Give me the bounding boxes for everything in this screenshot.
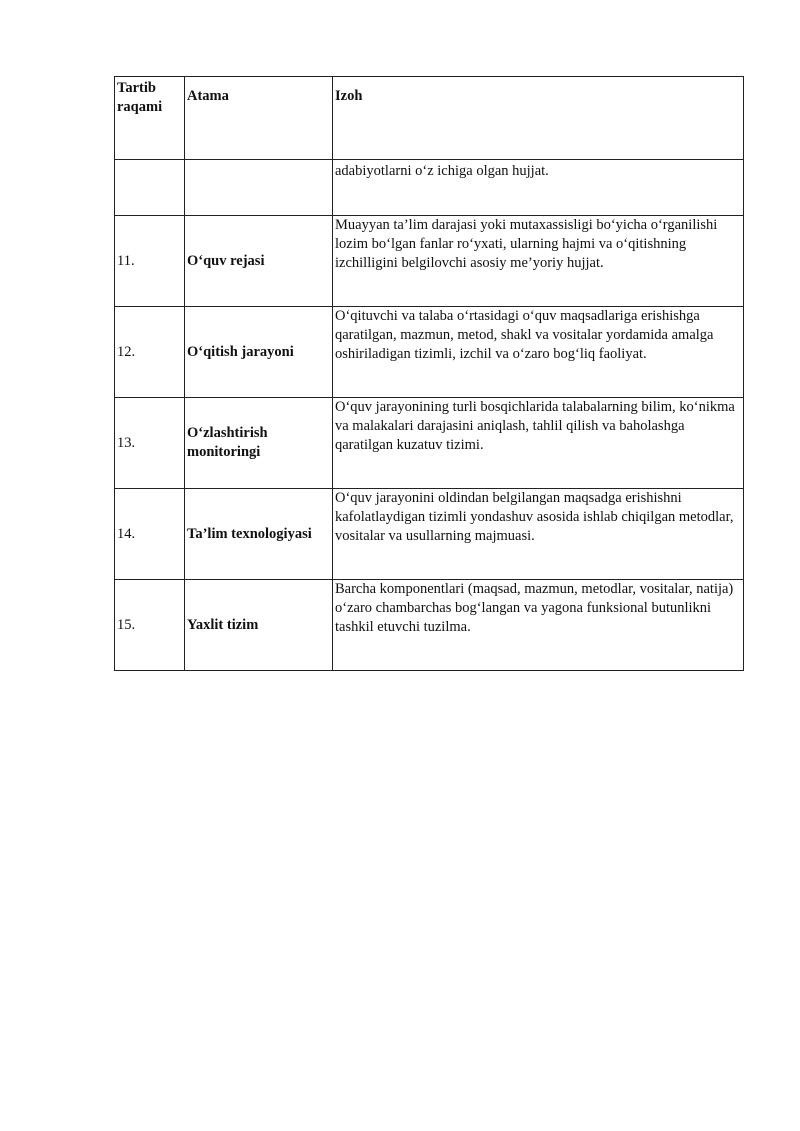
table-row bbox=[115, 580, 744, 671]
row-number: 11. bbox=[115, 216, 185, 307]
row-number bbox=[115, 160, 185, 216]
row-term: O‘qitish jarayoni bbox=[185, 307, 333, 398]
row-description: Barcha komponentlari (maqsad, mazmun, metodlar, vositalar, natija) o‘zaro chambarchas bog‘langan va yagona funksional butunlikni tashkil etuvchi tuzilma. bbox=[333, 580, 744, 671]
table-row bbox=[115, 216, 744, 307]
table-body bbox=[115, 160, 744, 671]
table-header bbox=[115, 77, 744, 160]
row-term: Yaxlit tizim bbox=[185, 580, 333, 671]
header-row bbox=[115, 77, 744, 160]
table-row bbox=[115, 489, 744, 580]
row-description: O‘quv jarayonining turli bosqichlarida talabalarning bilim, ko‘nikma va malakalari darajasini aniqlash, tahlil qilish va baholashga qaratilgan kuzatuv tizimi. bbox=[333, 398, 744, 489]
row-description: O‘qituvchi va talaba o‘rtasidagi o‘quv maqsadlariga erishishga qaratilgan, mazmun, metod, shakl va vositalar yordamida amalga oshiriladigan tizimli, izchil va o‘zaro bog‘liq faoliyat. bbox=[333, 307, 744, 398]
row-number: 14. bbox=[115, 489, 185, 580]
header-term: Atama bbox=[185, 77, 333, 160]
row-term bbox=[185, 160, 333, 216]
row-term: O‘zlashtirish monitoringi bbox=[185, 398, 333, 489]
row-number: 15. bbox=[115, 580, 185, 671]
row-description: Muayyan ta’lim darajasi yoki mutaxassisligi bo‘yicha o‘rganilishi lozim bo‘lgan fanlar ro‘yxati, ularning hajmi va o‘qitishning izchilligini belgilovchi asosiy me’yoriy hujjat. bbox=[333, 216, 744, 307]
header-number: Tartib raqami bbox=[115, 77, 185, 160]
table-row bbox=[115, 307, 744, 398]
row-description: adabiyotlarni o‘z ichiga olgan hujjat. bbox=[333, 160, 744, 216]
table-row bbox=[115, 160, 744, 216]
table-row bbox=[115, 398, 744, 489]
row-description: O‘quv jarayonini oldindan belgilangan maqsadga erishishni kafolatlaydigan tizimli yondashuv asosida ishlab chiqilgan metodlar, vositalar va usullarning majmuasi. bbox=[333, 489, 744, 580]
header-description: Izoh bbox=[333, 77, 744, 160]
row-number: 13. bbox=[115, 398, 185, 489]
row-term: O‘quv rejasi bbox=[185, 216, 333, 307]
row-number: 12. bbox=[115, 307, 185, 398]
glossary-table bbox=[114, 76, 744, 671]
row-term: Ta’lim texnologiyasi bbox=[185, 489, 333, 580]
